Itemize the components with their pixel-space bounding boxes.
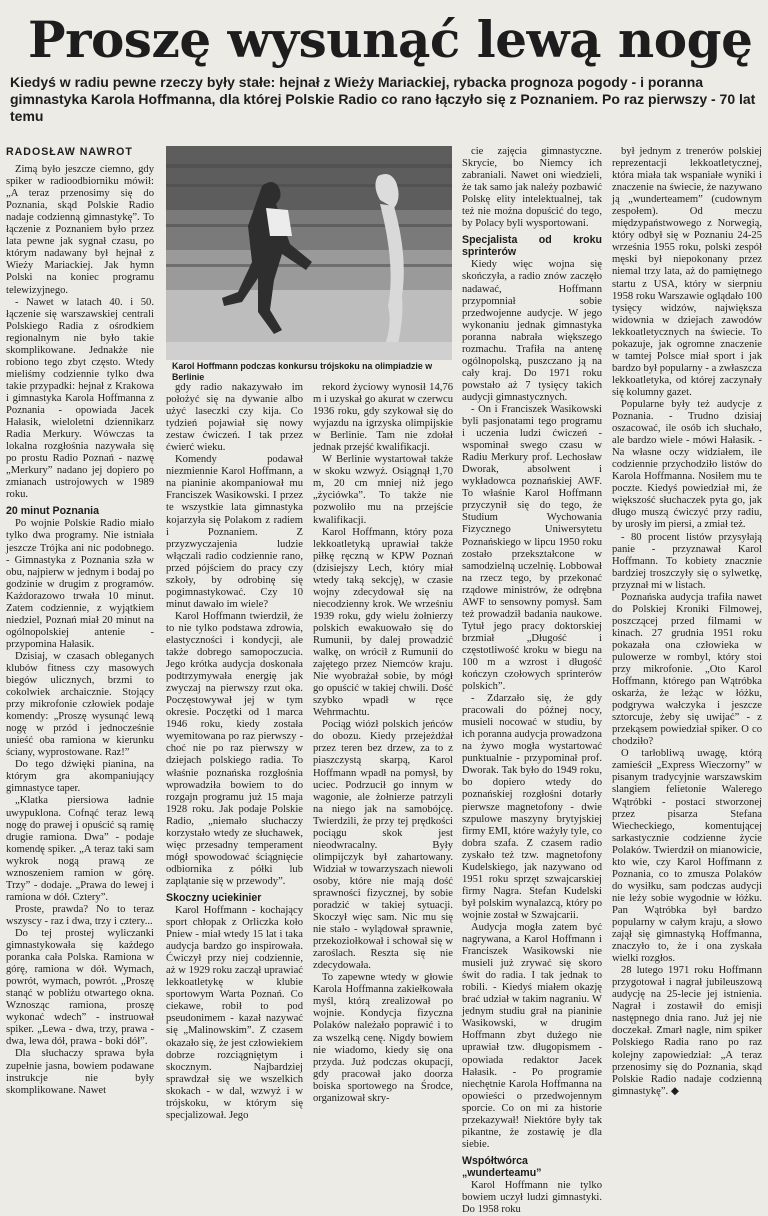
paragraph: Pociąg wiózł polskich jeńców do obozu. Kiedy przejeżdżał przez teren bez drzew, za to z piaszczystą skarpą, Karol Hoffmann wpadł na pomysł, by uciec. Podrzucił go innym w wagonie, ale żołnierze patrzyli na niego jak na samobójcę. Twierdzili, że przy tej prędkości pociągu skok jest nieodwracalny. Były olimpijczyk był zahartowany. Widział w towarzyszach niewoli osoby, które nie mają dość sprawności fizycznej, by sobie poradzić w takiej sytuacji. Skoczył więc sam. Nic mu się nie stało - wylądował sprawnie, przekoziołkował i schował się w zaroślach. Reszta się nie zdecydowała. (313, 719, 453, 972)
column-3 (313, 382, 453, 1104)
athlete-photo (166, 146, 452, 360)
paragraph: był jednym z trenerów polskiej reprezentacji lekkoatletycznej, która miała tak wspaniałe wyniki i znaczenie na świecie, że nazywano ją „wunderteamem” (cudownym zespołem). Od meczu międzypaństwowego z Norwegią, który odbył się w Poznaniu 24-25 września 1955 roku, polski zespół męski był niepokonany przez niemal trzy lata, aż do pamiętnego startu z USA, który w sierpniu 1958 roku Warszawie oglądało 100 tysięcy widzów, największa widownia w dziejach zawodów lekkoatletycznych na świecie. To pokazuje, jak ogromne znaczenie w tamtej Polsce miał sport i jak bardzo był popularny - a zwłaszcza lekkoatletyka, od której zaczynały się kolumny gazet. (612, 146, 762, 398)
paragraph: cie zajęcia gimnastyczne. Skrycie, bo Niemcy ich zabraniali. Nawet oni wiedzieli, że tak samo jak należy pozbawić Polskę elity intelektualnej, tak też nie można dopuścić do tego, by Polacy byli wysportowani. (462, 146, 602, 230)
paragraph: Po wojnie Polskie Radio miało tylko dwa programy. Nie istniała jeszcze Trójka ani nic podobnego. - Gimnastyka z Poznania szła w obu, najpierw w jednym i bodaj po godzinie w drugim z programów. Każdorazowo trwała 10 minut. Zatem codziennie, z wyjątkiem niedziel, Poznań miał 20 minut na ogólnopolskiej antenie - przypomina Hałasik. (6, 518, 154, 650)
subheading: Specjalista od kroku sprinterów (462, 234, 602, 259)
column-4 (462, 146, 602, 1216)
paragraph: Komendy podawał niezmiennie Karol Hoffmann, a na pianinie akompaniował mu Franciszek Wasikowski. I przez te wszystkie lata gimnastyka kojarzyła się Polakom z radiem i Poznaniem. Z przyzwyczajenia ludzie włączali radio codziennie rano, przed pójściem do pracy czy szkoły, by odrobinę się pogimnastykować. Czy 10 minut dawało im wiele? (166, 454, 303, 610)
paragraph: Zimą było jeszcze ciemno, gdy spiker w radioodbiorniku mówił: „A teraz przenosimy się do Poznania, skąd Polskie Radio nadaje codzienną gimnastykę”. To łączenie z Poznaniem było przez lata pewne jak sygnał czasu, po którym nadawany był hejnał z Wieży Mariackiej. Jak hymn Polski na koniec programu telewizyjnego. (6, 164, 154, 296)
paragraph: - On i Franciszek Wasikowski byli pasjonatami tego programu i uczenia ludzi ćwiczeń - wspominał swego czasu w Radiu Merkury prof. Lechosław Dworak, absolwent i wykładowca poznańskiej AWF. To właśnie Karol Hoffmann przyczynił się do tego, że Studium Wychowania Fizycznego Uniwersytetu Poznańskiego w lipcu 1950 roku zostało przekształcone w samodzielną uczelnię. Lobbował na rzecz tego, by przekonać rządowe ministrów, że odrębna AWF to sensowny pomysł. Sam też prowadził badania naukowe. Tytuł jego pracy doktorskiej brzmiał „Długość i częstotliwość kroku w biegu na 100 m a wzrost i długość kończyn czołowych sprinterów polskich”. (462, 403, 602, 693)
column-2 (166, 382, 303, 1121)
paragraph: - Nawet w latach 40. i 50. łączenie się warszawskiej centrali Polskiego Radia z ośrodkiem regionalnym nie było takie skomplikowane. Jednakże nie robiono tego zbyt często. Wtedy mieliśmy codziennie tylko dwa takie przypadki: hejnał z Krakowa i gimnastyka Karola Hoffmanna z Poznania - opowiada Jacek Hałasik, wieloletni dziennikarz Radia Merkury. Wówczas ta lokalna rozgłośnia nazywała się po prostu Radio Poznań - nazwę „Merkury” nadano jej dopiero po zmianach ustrojowych w 1989 roku. (6, 296, 154, 501)
subheading: 20 minut Poznania (6, 505, 100, 518)
paragraph: Proste, prawda? No to teraz wszyscy - raz i dwa, trzy i cztery... (6, 903, 154, 927)
column-1 (6, 146, 154, 1096)
photo-image (166, 146, 452, 360)
subheading: Współtwórca „wunderteamu” (462, 1154, 542, 1179)
paragraph: - 80 procent listów przysyłają panie - przyznawał Karol Hoffmann. To kobiety znacznie bardziej troszczyły się o sylwetkę, przyznał mi w listach. (612, 531, 762, 591)
paragraph: Karol Hoffmann nie tylko bowiem uczył ludzi gimnastyki. Do 1958 roku (462, 1179, 602, 1216)
article-body (6, 146, 762, 1216)
paragraph: O tarłobliwą uwagę, którą zamieścił „Express Wieczorny” w pisanym tradycyjnie warszawskim slangiem felietonie Walerego Wątróbki - postaci stworzonej przez pisarza Stefana Wiecheckiego, komentującej sarkastycznie codzienne życie Polaków. Twierdził on mianowicie, kto wie, czy Karol Hoffmann z Poznania, co to zmusza Polaków do wysiłku, sam podczas audycji nie leży sobie wygodnie w łóżku. Pan Wątróbka był bardzo popularny w całym kraju, a słowo zajął się gimnastyką Hoffmanna, znaczyło to, że i ona zyskała wielki rozgłos. (612, 748, 762, 965)
paragraph: 28 lutego 1971 roku Hoffmann przygotował i nagrał jubileuszową audycję na 25-lecie jej istnienia. Nagrał i zostawił do emisji następnego dnia rano. Już jej nie doczekał. Zmarł nagle, nim spiker Polskiego Radia rano po raz kolejny zapowiedział: „A teraz przenosimy się do Poznania, skąd Polskie Radio nadaje codzienną gimnastykę”. ◆ (612, 965, 762, 1097)
paragraph: To zapewne wtedy w głowie Karola Hoffmanna zakiełkowała myśl, którą zrealizował po wojnie. Kondycja fizyczna Polaków należało poprawić i to za wszelką cenę. Nigdy bowiem nie wiadomo, kiedy się ona przyda. Już podczas okupacji, gdy pracował jako doorza boiska sportowego na Środce, organizował skry- (313, 972, 453, 1104)
paragraph: Popularne były też audycje z Poznania. - Trudno dzisiaj oszacować, ile osób ich słuchało, ale bardzo wiele - mówi Hałasik. - Na własne oczy widziałem, ile codziennie przychodziło listów do Karola Hoffmanna. Nosiłem mu te poczte. Kiedyś powiedział mi, że większość słuchaczek pyta go, jak długo muszą ćwiczyć przy radiu, by urosły im piersi, a zmiał też. (612, 398, 762, 531)
lead-paragraph: Kiedyś w radiu pewne rzeczy były stałe: hejnał z Wieży Mariackiej, rybacka prognoza pogody - i poranna gimnastyka Karola Hoffmanna, dla której Polskie Radio co rano łączyło się z Poznaniem. Po raz pierwszy - 70 lat temu (10, 74, 756, 124)
paragraph: W Berlinie wystartował także w skoku wzwyż. Osiągnął 1,70 m, 20 cm mniej niż jego „życiówka”. To także nie pozwoliło mu na przejście kwalifikacji. (313, 454, 453, 526)
paragraph: Karol Hoffmann twierdził, że to nie tylko podstawa zdrowia, elastyczności i kondycji, ale także dobrego samopoczucia. Jego krótka audycja doskonała podtrzymywała energię jak zwyczaj na pierwszy rzut oka. Poczęstowywał jej w tym okresie. Poczętki od 1 marca 1946 roku, kiedy została wyemitowana po raz pierwszy - choć nie po raz pierwszy w dziejach polskiego radia. To właśnie poznańska rozgłośnia wprowadziła bowiem to do rozgajn programu już 15 maja 1928 roku. Jak podaje Polskie Radio, „niemało słuchaczy korzystało wtedy ze słuchawek, więc przesadny temperament mógł spowodować ściągnięcie odbiornika z półki lub zaplątanie się w przewody”. (166, 610, 303, 887)
author-byline: RADOSŁAW NAWROT (6, 146, 133, 158)
paragraph: Poznańska audycja trafiła nawet do Polskiej Kroniki Filmowej, poszczącej przed filmami w kinach. 27 grudnia 1951 roku pokazała ona człowieka w pulowerze w rombyl, który stoi przy mikrofonie. „Oto Karol Hoffmann, którego pan Wątróbka oskarża, że leżąc w łóżku, podgrywa wałczyka i jeszcze sztorcuje, żeby się uwijać” - z przekąsem powiedział spiker. O co chodziło? (612, 591, 762, 748)
paragraph: rekord życiowy wynosił 14,76 m i uzyskał go akurat w czerwcu 1936 roku, gdy szykował się do wyjazdu na igrzyska olimpijskie w Berlinie. Tam nie zdołał jednak przejść kwalifikacji. (313, 382, 453, 454)
paragraph: gdy radio nakazywało im położyć się na dywanie albo użyć laseczki czy kija. Co tydzień pojawiał się nowy zestaw ćwiczeń. I tak przez ćwierć wieku. (166, 382, 303, 454)
paragraph: Karol Hoffmann - kochający sport chłopak z Orliczka koło Pniew - miał wtedy 15 lat i taka audycja bardzo go inspirowała. Ćwiczył przy niej codziennie, aż w 1929 roku zaczął uprawiać lekkoatletykę w klubie sportowym Warta Poznań. Co ciekawe, robił to pod pseudonimem - kazał nazywać się „Malinowskim”. Z czasem okazało się, że jest człowiekiem dobrze rozciągniętym i skocznym. Najbardziej sprawdzał się we wszelkich skokach - w dal, wzwyż i w trójskoku, w którym się specjalizował. Jego (166, 905, 303, 1121)
subheading: Skoczny uciekinier (166, 891, 262, 904)
column-5 (612, 146, 762, 1097)
photo-caption: Karol Hoffmann podczas konkursu trójskoku na olimpiadzie w Berlinie (172, 361, 433, 382)
paragraph: Kiedy więc wojna się skończyła, a radio znów zaczęło nadawać, Hoffmann przypomniał sobie przedwojenne audycje. W jego wykonaniu jednak gimnastyka poranna nabrała większego rozmachu. Trafiła na antenę ogólnopolską, puszczano ją na cały kraj. Do 1971 roku powstało aż 7 tysięcy takich audycji gimnastycznych. (462, 259, 602, 403)
paragraph: - Zdarzało się, że gdy pracowali do późnej nocy, musieli nocować w studiu, by ich poranna audycja prowadzona na żywo mogła wystartować punktualnie - przypominał prof. Dworak. Tak było do 1949 roku, bo dopiero wtedy do poznańskiej rozgłośni dotarły pierwsze magnetofony - dwie szpulowe maszyny brytyjskiej firmy EMI, które ważyły tyle, co dobra szafa. Z czasem radio zyskało też tzw. magnetofony Kudelskiego, jak nazywano od 1951 roku sprzęt szwajcarskiej firmy Nagra. Stefan Kudelski był polskim wynalazcą, który po wojnie został w Szwajcarii. (462, 693, 602, 921)
newspaper-page (0, 10, 768, 1216)
headline: Proszę wysunąć lewą nogę (28, 10, 753, 69)
paragraph: Dzisiaj, w czasach obleganych klubów fitness czy masowych biegów ulicznych, brzmi to cokolwiek archaicznie. Stojący przy mikrofonie człowiek podaje komendy: „Proszę wysunąć lewą nogę w przód i jednocześnie unieść oba ramiona w kierunku ściany, wyprostowane. Raz!” (6, 650, 154, 759)
paragraph: Audycja mogła zatem być nagrywana, a Karol Hoffmann i Franciszek Wasikowski nie musieli już zrywać się skoro świt do radia. I tak jednak to robili. - Kiedyś miałem okazję brać udział w takim nagraniu. W jednym studiu grał na pianinie Wasikowski, w drugim Hoffmann zbyt dużego nie uprawiał tzw. długopismem - opowiada redaktor Jacek Hałasik. - Po programie niechętnie Karola Hoffmanna na opowieści o przedwojennym sporcie. Co on mi za historie przekazywał! Niektóre były tak pikantne, że zostawię je dla siebie. (462, 922, 602, 1150)
paragraph: Karol Hoffmann, który poza lekkoatletyką uprawiał także piłkę ręczną w KPW Poznań (dzisiejszy Lech, który miał wtedy taką sekcję), w czasie wojny zdecydował się na niecodzienny krok. We wrześniu 1939 roku, gdy wielu żołnierzy polskich ewakuowało się do Rumunii, by dalej prowadzić walkę, on wrócił z Rumunii do zajętego przez Niemców kraju. Nie wyobrażał sobie, by mógł go opuścić w takiej chwili. Dość szybko wpadł w ręce Wehrmachtu. (313, 526, 453, 719)
paragraph: Do tej prostej wyliczanki gimnastykowała się każdego poranka cała Polska. Ramiona w górę, ramiona w dół. Wymach, powrót, wymach, powrót. „Proszę stanąć w pobliżu otwartego okna. Wznosząc ramiona, proszę wykonać wdech” - instruował spiker. „Lewa - dwa, trzy, prawa - dwa, lewa dół, prawa - boki dół”. (6, 928, 154, 1048)
paragraph: Dla słuchaczy sprawa była zupełnie jasna, bowiem podawane instrukcje nie były skomplikowane. Nawet (6, 1048, 154, 1096)
paragraph: „Klatka piersiowa ładnie uwypuklona. Cofnąć teraz lewą nogę do prawej i opuścić są ramię drugie ramiona. Dwa” - podaje komendę spiker. „A teraz taki sam wykrok nogą prawą ze wznoszeniem ramion w górę. Trzy” - dodaje. „Prawa do lewej i ramiona w dół. Cztery”. (6, 795, 154, 903)
paragraph: Do tego dźwięki pianina, na którym gra akompaniujący gimnastyce taper. (6, 759, 154, 795)
